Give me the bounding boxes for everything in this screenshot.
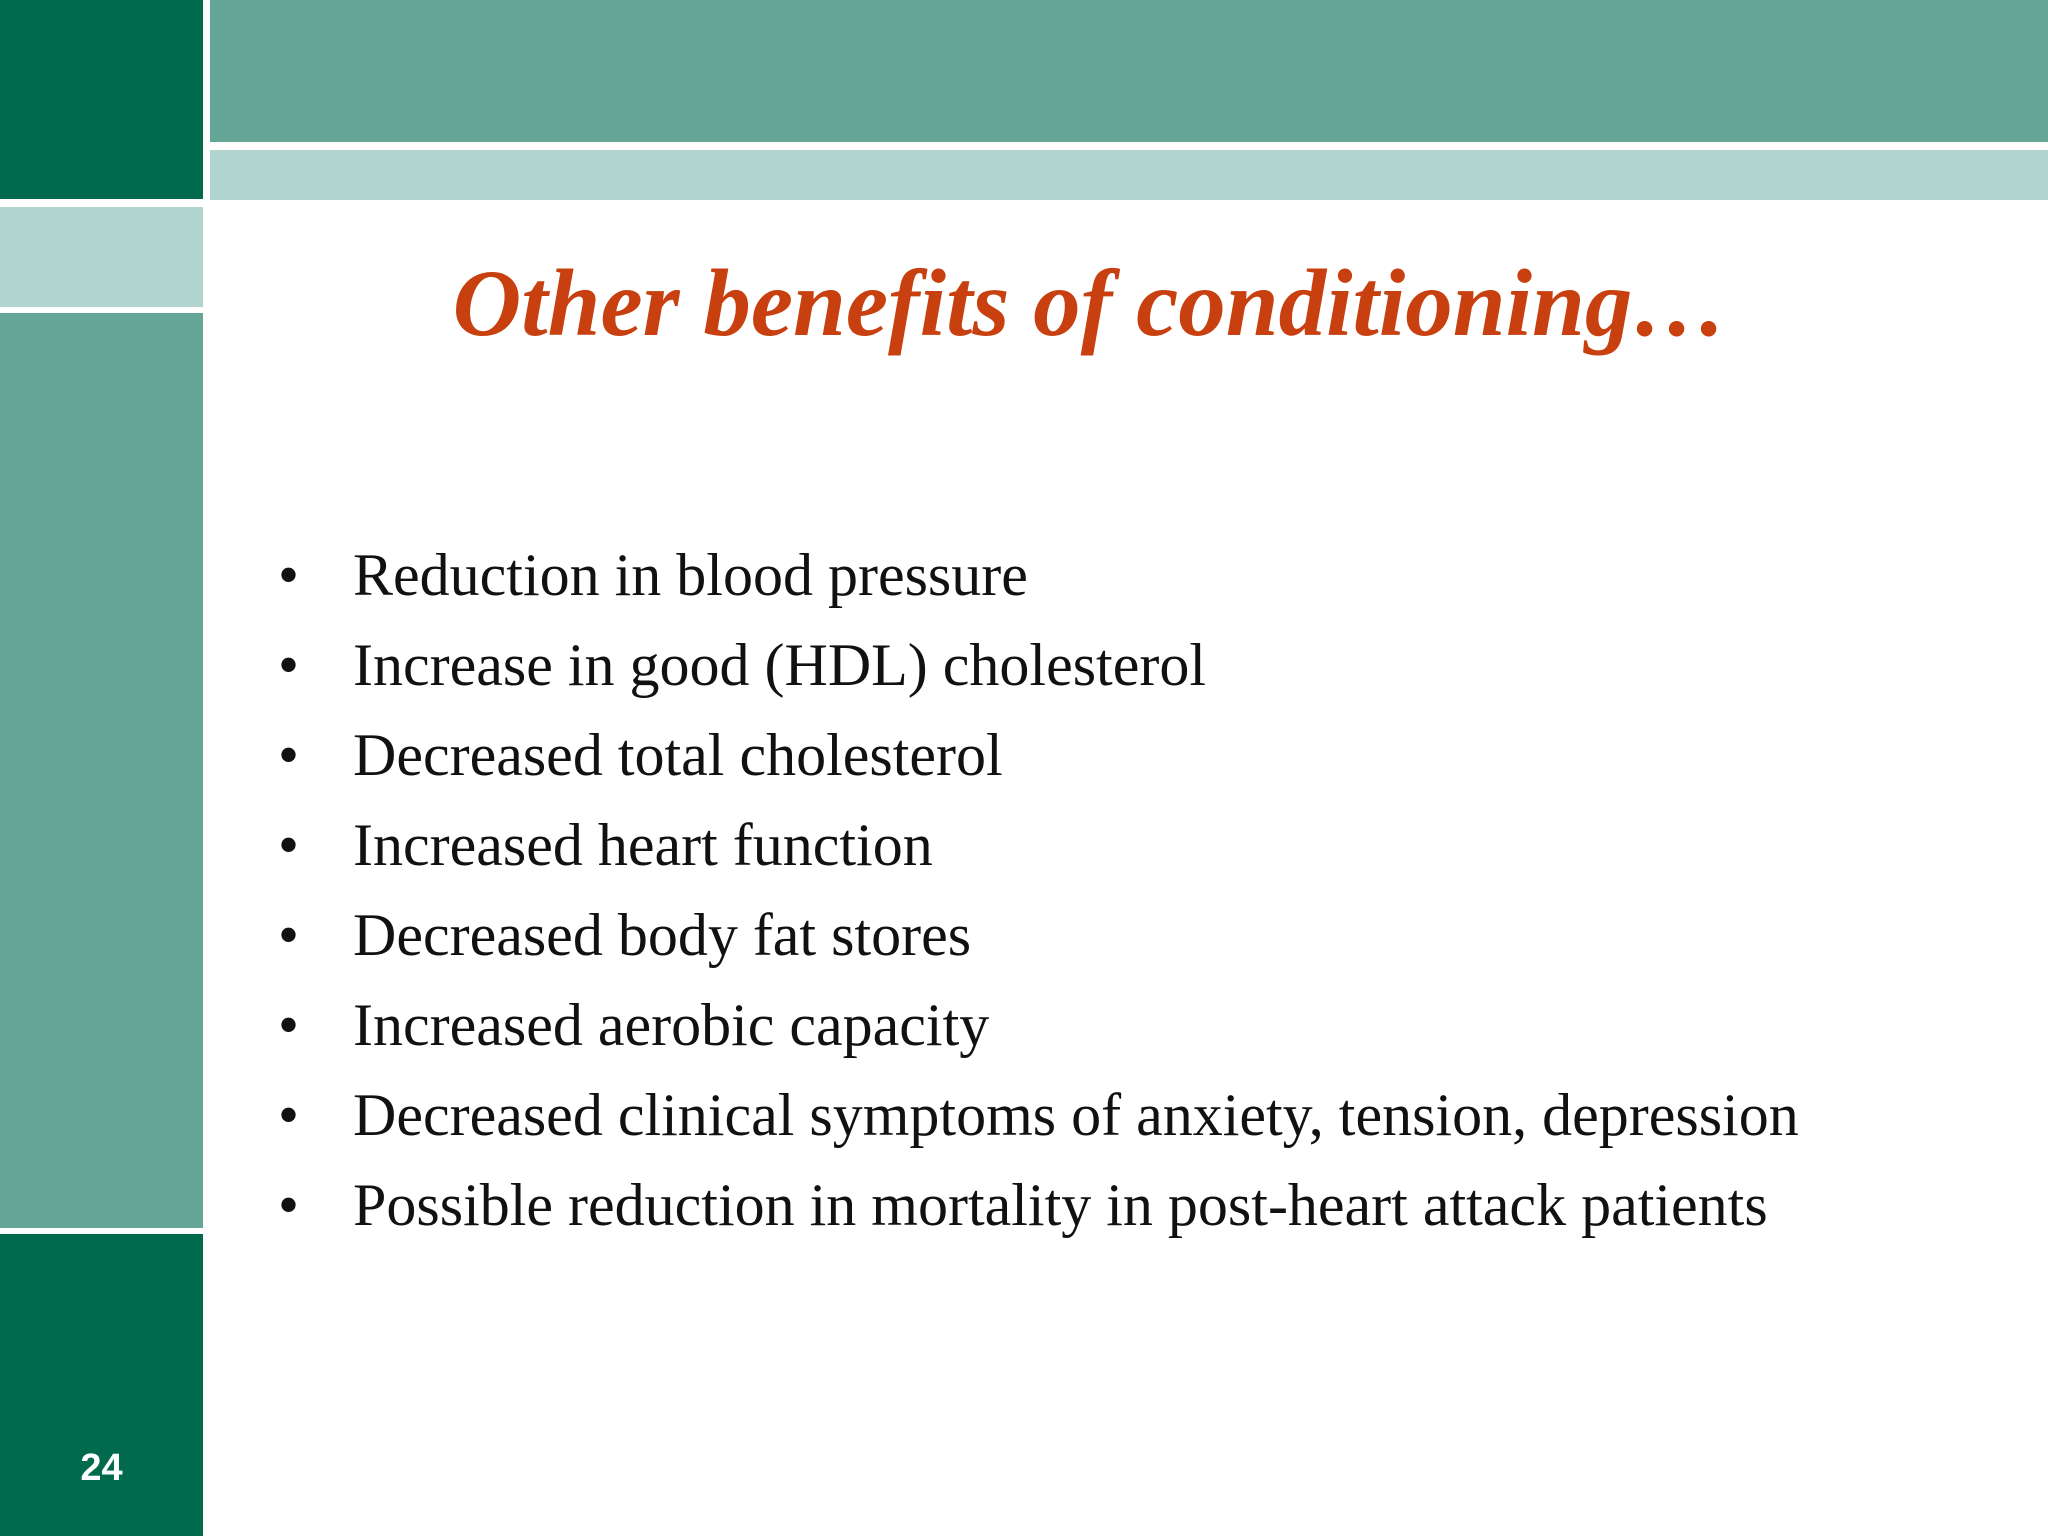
bullet-item — [270, 1160, 2010, 1250]
bullet-text: Possible reduction in mortality in post-heart attack patients — [353, 1172, 1768, 1238]
left-mid-block — [0, 313, 203, 1228]
bullet-item — [270, 980, 2010, 1070]
bullet-item — [270, 530, 2010, 620]
bullet-dot-icon: • — [278, 722, 300, 788]
slide-title: Other benefits of conditioning… — [452, 250, 1728, 356]
left-light-block — [0, 207, 203, 307]
bullet-dot-icon: • — [278, 1082, 300, 1148]
bullet-text: Increase in good (HDL) cholesterol — [353, 632, 1207, 698]
top-band — [210, 0, 2048, 142]
bullet-text: Reduction in blood pressure — [353, 542, 1028, 608]
bullet-item — [270, 1070, 2010, 1160]
bullet-dot-icon: • — [278, 902, 300, 968]
bullet-text: Increased aerobic capacity — [353, 992, 990, 1058]
bullet-dot-icon: • — [278, 992, 300, 1058]
bullet-dot-icon: • — [278, 632, 300, 698]
bullet-dot-icon: • — [278, 1172, 300, 1238]
bullet-item — [270, 620, 2010, 710]
page-number: 24 — [80, 1447, 123, 1489]
bullet-list — [270, 530, 2010, 1250]
bullet-dot-icon: • — [278, 812, 300, 878]
left-dark-top-block — [0, 0, 203, 199]
bullet-text: Decreased clinical symptoms of anxiety, tension, depression — [353, 1082, 1799, 1148]
bullet-text: Decreased body fat stores — [353, 902, 972, 968]
bullet-item — [270, 800, 2010, 890]
bullet-text: Decreased total cholesterol — [353, 722, 1003, 788]
bullet-text: Increased heart function — [353, 812, 933, 878]
bullet-dot-icon: • — [278, 542, 300, 608]
top-light-band — [210, 150, 2048, 200]
bullet-item — [270, 710, 2010, 800]
bullet-item — [270, 890, 2010, 980]
